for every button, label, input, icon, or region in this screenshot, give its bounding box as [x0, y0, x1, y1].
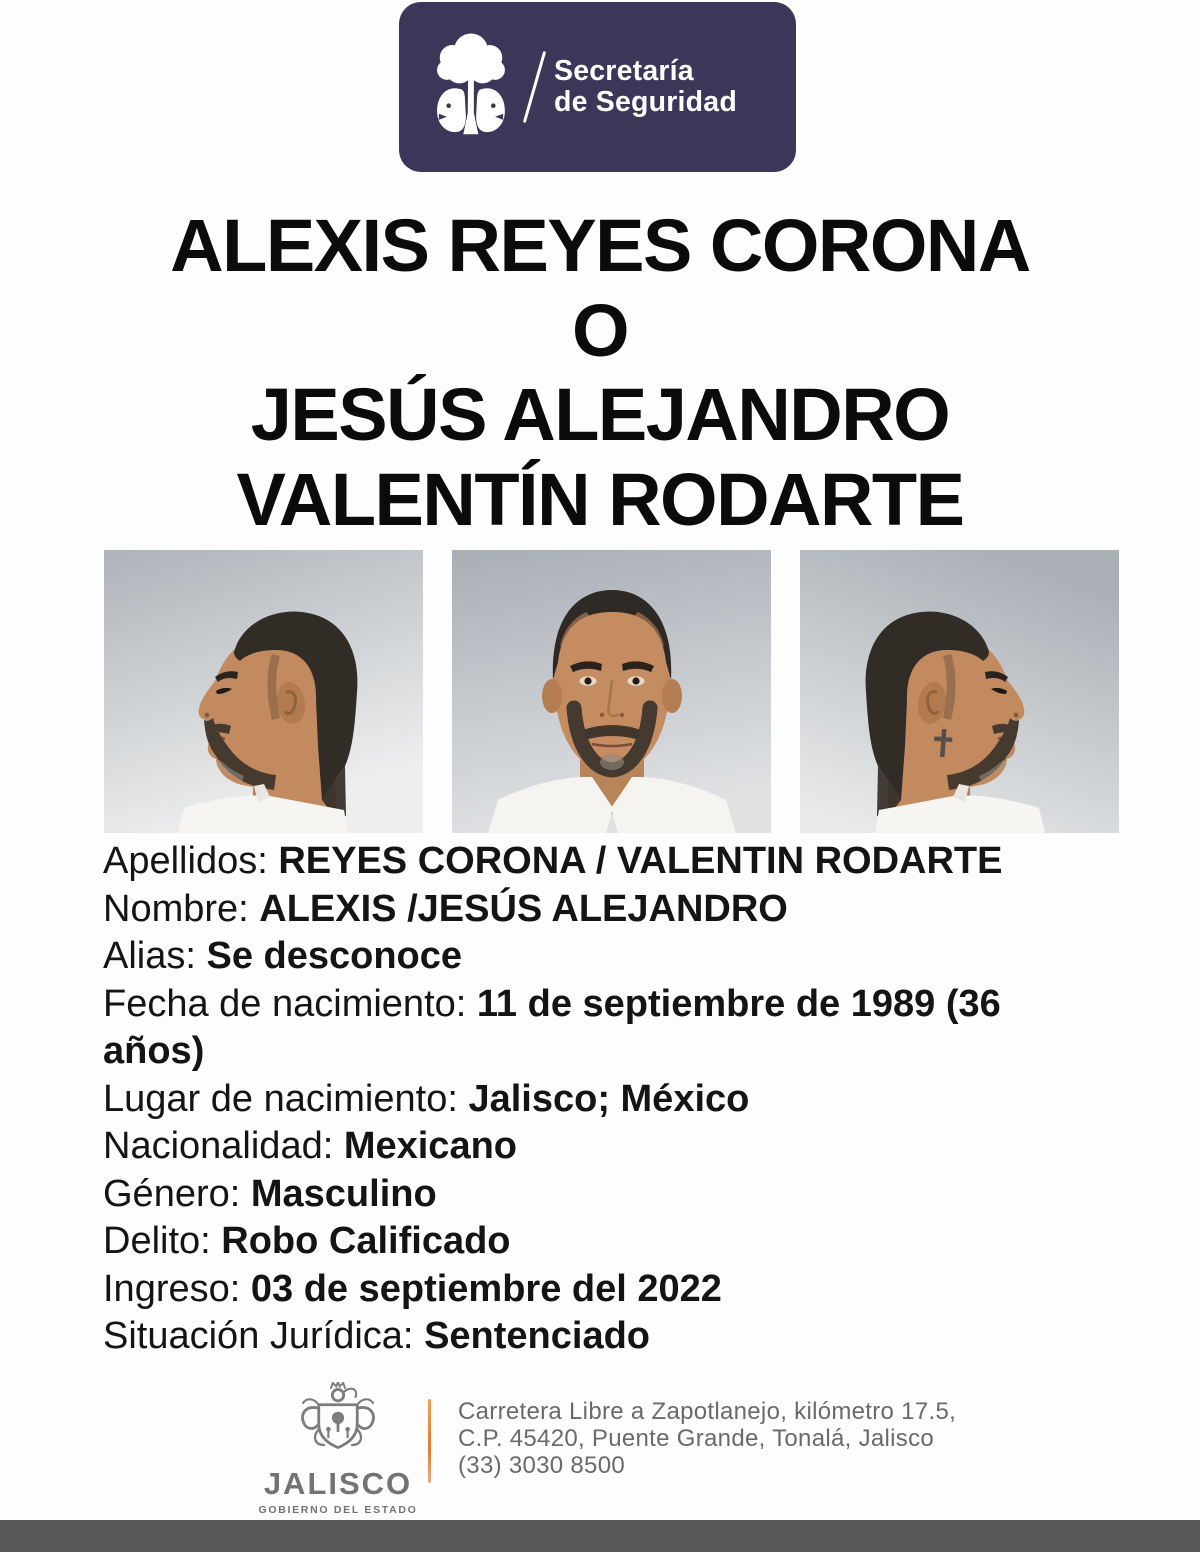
- title-line-2: O: [571, 288, 629, 372]
- mugshot-right-profile: [800, 550, 1119, 833]
- bottom-gray-bar: [0, 1520, 1200, 1552]
- detail-label: Alias:: [103, 935, 207, 977]
- suspect-name-title: [0, 204, 1200, 542]
- footer-orange-divider: [428, 1399, 431, 1483]
- title-line-1: ALEXIS REYES CORONA: [170, 204, 1030, 287]
- detail-label: Ingreso:: [103, 1267, 251, 1310]
- detail-value: Sentenciado: [424, 1315, 651, 1357]
- detail-label: Situación Jurídica:: [103, 1315, 425, 1357]
- address-line-2: C.P. 45420, Puente Grande, Tonalá, Jalisco: [458, 1425, 935, 1452]
- detail-row: [103, 1123, 1088, 1171]
- detail-label: Nombre:: [103, 887, 260, 930]
- detail-value: ALEXIS /JESÚS ALEJANDRO: [259, 887, 788, 930]
- detail-label: Género:: [103, 1172, 251, 1215]
- detail-row: [103, 838, 1088, 886]
- detail-value: 11 de septiembre de 1989 (36 años): [103, 982, 1001, 1072]
- jalisco-logo-block: [258, 1382, 418, 1516]
- detail-label: Nacionalidad:: [103, 1125, 344, 1167]
- mugshot-row: [104, 550, 1119, 833]
- detail-value: Se desconoce: [206, 935, 463, 977]
- title-line-4: VALENTÍN RODARTE: [236, 457, 964, 541]
- mugshot-left-profile: [104, 550, 423, 833]
- title-line-3: JESÚS ALEJANDRO: [250, 373, 950, 456]
- detail-value: REYES CORONA / VALENTIN RODARTE: [278, 840, 1003, 882]
- state-subtitle: GOBIERNO DEL ESTADO: [258, 1504, 418, 1516]
- detail-row: [103, 1218, 1088, 1266]
- detail-row: [103, 1313, 1088, 1361]
- detail-label: Apellidos:: [103, 840, 279, 882]
- detail-row: [103, 1171, 1088, 1219]
- agency-name: [554, 56, 737, 118]
- address-line-3: (33) 3030 8500: [458, 1452, 625, 1479]
- state-name: JALISCO: [263, 1466, 413, 1501]
- detail-value: Jalisco; México: [468, 1077, 750, 1120]
- agency-name-line2: de Seguridad: [554, 86, 737, 118]
- detail-row: [103, 886, 1088, 934]
- secretaria-seguridad-logo-icon: [425, 29, 517, 145]
- logo-slash-divider: [523, 51, 546, 123]
- jalisco-crest-icon: [282, 1382, 394, 1466]
- detail-value: Mexicano: [343, 1125, 517, 1167]
- detail-value: Masculino: [250, 1172, 437, 1215]
- detail-row: [103, 1076, 1088, 1124]
- address-block: [458, 1398, 956, 1479]
- details-list: [103, 838, 1088, 1361]
- detail-row: [103, 981, 1088, 1076]
- detail-row: [103, 933, 1088, 981]
- detail-value: Robo Calificado: [221, 1220, 511, 1262]
- mugshot-front: [452, 550, 771, 833]
- secretaria-header-box: [399, 2, 796, 172]
- detail-label: Delito:: [103, 1220, 222, 1262]
- detail-label: Lugar de nacimiento:: [103, 1077, 469, 1120]
- detail-row: [103, 1266, 1088, 1314]
- agency-name-line1: Secretaría: [554, 55, 694, 87]
- address-line-1: Carretera Libre a Zapotlanejo, kilómetro 17.5,: [458, 1398, 957, 1425]
- detail-value: 03 de septiembre del 2022: [250, 1267, 722, 1310]
- detail-label: Fecha de nacimiento:: [103, 982, 477, 1025]
